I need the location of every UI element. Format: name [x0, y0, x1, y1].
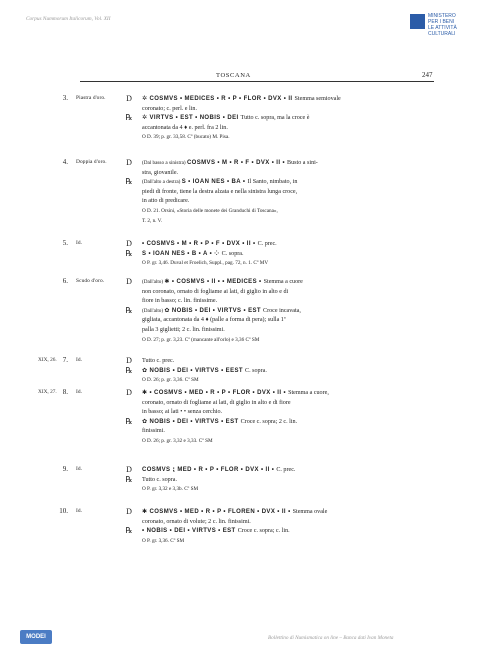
- reverse-mark: ℞: [125, 177, 133, 187]
- description-text: C. prec.: [276, 467, 296, 473]
- description-line: [142, 288, 288, 296]
- bibliographic-note: [142, 376, 199, 384]
- description-line: [142, 307, 301, 315]
- description-line: [142, 124, 228, 132]
- obverse-mark: D: [126, 94, 132, 103]
- coin-legend: ✿ NOBIS • DEI • VIRTVS • EST: [142, 418, 241, 425]
- description-text: Tutto c. sopra, ma la croce è: [240, 115, 310, 122]
- ministry-name: MINISTERO PER I BENI LE ATTIVITÀ CULTURALI: [428, 13, 457, 37]
- coin-legend: • COSMVS • M • R • P • F • DVX • II •: [142, 241, 258, 247]
- coin-legend: S • IOAN NES • B • A • ⁘: [142, 250, 222, 257]
- description-text: C. sopra.: [245, 367, 267, 374]
- description-text: finissimi.: [142, 428, 165, 435]
- description-line: [142, 188, 297, 196]
- description-line: [142, 399, 291, 407]
- entry-denomination: Id.: [76, 389, 83, 395]
- reverse-mark: ℞: [125, 365, 133, 375]
- obverse-mark: D: [126, 277, 132, 286]
- coin-legend: ✱ COSMVS • MED • R • P • FLOREN • DVX • II •: [142, 509, 293, 515]
- coin-legend: ✱ • COSMVS • II • • MEDICES •: [164, 279, 264, 285]
- description-line: [142, 508, 327, 516]
- description-text: palla 3 giglietti; 2 c. lin. finissimi.: [142, 327, 225, 333]
- description-line: [142, 240, 277, 248]
- legend-direction: (Dall'alto): [142, 307, 165, 314]
- note-text: O D. 26; p. gr. 3,36. Cº SM: [142, 377, 199, 384]
- coin-legend: ✲ VIRTVS • EST • NOBIS • DEI: [142, 115, 241, 122]
- note-text: O P. gr. 3,36. Cº SM: [142, 537, 185, 544]
- description-text: Stemma semiovale: [294, 96, 341, 102]
- description-text: Tutto c. sopra.: [142, 476, 177, 483]
- running-title: TOSCANA: [216, 72, 251, 79]
- reverse-mark: ℞: [125, 416, 133, 426]
- description-line: [142, 427, 165, 435]
- entry-number: 6.: [62, 277, 68, 285]
- description-text: stra, giovanile.: [142, 169, 179, 176]
- entry-number: 8.: [62, 388, 68, 396]
- description-text: C. sopra.: [221, 250, 244, 257]
- description-line: [142, 95, 341, 103]
- note-text: O D. 39; p. gr. 33,58. Cº (bucato) M. Pisa.: [142, 134, 230, 141]
- description-line: [142, 466, 295, 474]
- reverse-mark: ℞: [125, 474, 133, 484]
- description-text: accantonata da 4 ♦ e. perl. fra 2 lin.: [142, 124, 228, 131]
- entry-denomination: Doppia d'oro.: [76, 159, 107, 165]
- description-text: piedi di fronte, tiene la destra alzata e nella sinistra lunga croce,: [142, 188, 298, 195]
- note-text: O P. gr. 3,46. Duval et Froelich, Suppl., pag. 72, n. 1. Cº MV: [142, 260, 269, 267]
- description-line: [142, 527, 290, 535]
- description-line: [142, 476, 177, 484]
- note-text: O D. 21. Orsini, «Storia delle monete dei Granduchi di Toscana»,: [142, 208, 278, 214]
- description-text: Croce c. sopra; 2 c. lin.: [240, 418, 298, 425]
- description-line: [142, 278, 303, 286]
- entry-denomination: Piastra d'oro.: [76, 95, 106, 101]
- description-text: Busto a sini-: [287, 160, 318, 166]
- reverse-mark: ℞: [125, 248, 133, 258]
- entry-denomination: Id.: [76, 466, 83, 472]
- note-text: O D. 27; p. gr. 3,23. Cº (mancante all'orlo) e 3,36 Cº SM: [142, 336, 260, 343]
- description-line: [142, 169, 178, 177]
- bibliographic-note: [142, 537, 184, 545]
- entry-denomination: Id.: [76, 357, 83, 363]
- reverse-mark: ℞: [125, 113, 133, 123]
- reverse-mark: ℞: [125, 305, 133, 315]
- description-line: [142, 408, 222, 416]
- entry-number: 7.: [62, 356, 68, 364]
- entry-denomination: Id.: [76, 240, 83, 246]
- bibliographic-note: [142, 485, 198, 493]
- entry-number: 5.: [62, 239, 68, 247]
- reverse-mark: ℞: [125, 526, 133, 536]
- description-line: [142, 518, 251, 526]
- entry-number: 3.: [62, 94, 68, 102]
- entry-denomination: Id.: [76, 508, 83, 514]
- description-text: coronato, ornato di volute; 2 c. lin. finissimi.: [142, 518, 251, 525]
- footer-logo: MODEI: [20, 630, 52, 644]
- description-text: Croce incavata,: [263, 307, 301, 314]
- bibliographic-note: [142, 207, 278, 215]
- note-text: O D. 26; p. gr. 3,32 e 3,33. Cº SM: [142, 438, 213, 444]
- description-line: [142, 105, 197, 113]
- legend-direction: (Dall'alto a destra): [142, 179, 182, 186]
- description-text: coronato; c. perl. e lin.: [142, 105, 197, 112]
- obverse-mark: D: [126, 465, 132, 474]
- obverse-mark: D: [126, 239, 132, 248]
- description-text: gigliata, accantonata da 4 ♦ (palle a forma di pera); sulla 1ª: [142, 317, 286, 324]
- description-text: Tutto c. prec.: [142, 358, 175, 364]
- description-text: C. prec.: [257, 241, 277, 247]
- description-text: in atto di predicare.: [142, 198, 190, 205]
- coin-legend: ✱ • COSMVS • MED • R • P • FLOR • DVX • II •: [142, 390, 289, 396]
- description-line: [142, 250, 244, 258]
- entry-number: 10.: [59, 507, 68, 515]
- description-text: Stemma a cuore,: [288, 390, 329, 396]
- entry-number: 9.: [62, 465, 68, 473]
- description-text: in basso; ai lati • • senza cerchio.: [142, 409, 223, 416]
- entry-number: 4.: [62, 158, 68, 166]
- description-line: [142, 316, 286, 324]
- description-text: Il Santo, nimbato, in: [247, 179, 298, 186]
- description-text: non coronato, ornato di fogliame ai lati, di giglio in alto e di: [142, 288, 289, 295]
- corpus-title: Corpus Nummorum Italicorum, Vol. XII: [26, 16, 111, 22]
- description-line: [142, 389, 329, 397]
- description-line: [142, 367, 267, 375]
- bibliographic-note: [142, 336, 259, 344]
- description-line: [142, 114, 309, 122]
- description-text: Stemma ovale: [292, 509, 328, 515]
- bibliographic-note: [142, 437, 213, 445]
- entry-denomination: Scudo d'oro.: [76, 278, 105, 284]
- coin-legend: S • IOAN NES • BA •: [181, 179, 248, 186]
- description-line: [142, 357, 174, 365]
- note-text: O P. gr. 3,32 e 3,3b. Cº SM: [142, 486, 199, 493]
- obverse-mark: D: [126, 388, 132, 397]
- bibliographic-note: [142, 259, 268, 267]
- obverse-mark: D: [126, 356, 132, 365]
- coin-legend: COSMVS ⁏ MED • R • P • FLOR • DVX • II •: [142, 467, 277, 473]
- cross-reference: XIX, 26.: [38, 357, 57, 363]
- bibliographic-note: [142, 217, 162, 225]
- description-text: Croce c. sopra; c. lin.: [237, 528, 290, 535]
- coin-legend: ✲ COSMVS • MEDICES • R • P • FLOR • DVX • II: [142, 96, 295, 102]
- description-line: [142, 159, 318, 167]
- description-line: [142, 297, 217, 305]
- description-line: [142, 197, 189, 205]
- note-text: T. 2, n. V.: [142, 217, 163, 224]
- coin-legend: ✿ NOBIS • DEI • VIRTVS • EST: [164, 307, 264, 314]
- coin-legend: ✿ NOBIS • DEI • VIRTVS • EEST: [142, 367, 246, 374]
- description-line: [142, 178, 297, 186]
- cross-reference: XIX, 27.: [38, 389, 57, 395]
- coin-legend: COSMVS • M • R • F • DVX • II •: [186, 160, 288, 166]
- obverse-mark: D: [126, 507, 132, 516]
- description-text: coronato, ornato di fogliame ai lati, di giglio in alto e di fiore: [142, 399, 291, 406]
- description-line: [142, 418, 297, 426]
- page-number: 247: [422, 71, 433, 79]
- legend-direction: (Dal basso a sinistra): [142, 160, 187, 166]
- legend-direction: (Dall'alto): [142, 279, 165, 285]
- footer-credit: Bollettino di Numismatica on line – Banca dati Ivan Moneta: [268, 635, 394, 641]
- description-text: fiore in basso; c. lin. finissime.: [142, 298, 218, 305]
- coin-legend: • NOBIS • DEI • VIRTVS • EST: [142, 528, 238, 535]
- bibliographic-note: [142, 133, 230, 141]
- description-text: Stemma a cuore: [263, 279, 303, 285]
- obverse-mark: D: [126, 158, 132, 167]
- description-line: [142, 326, 225, 334]
